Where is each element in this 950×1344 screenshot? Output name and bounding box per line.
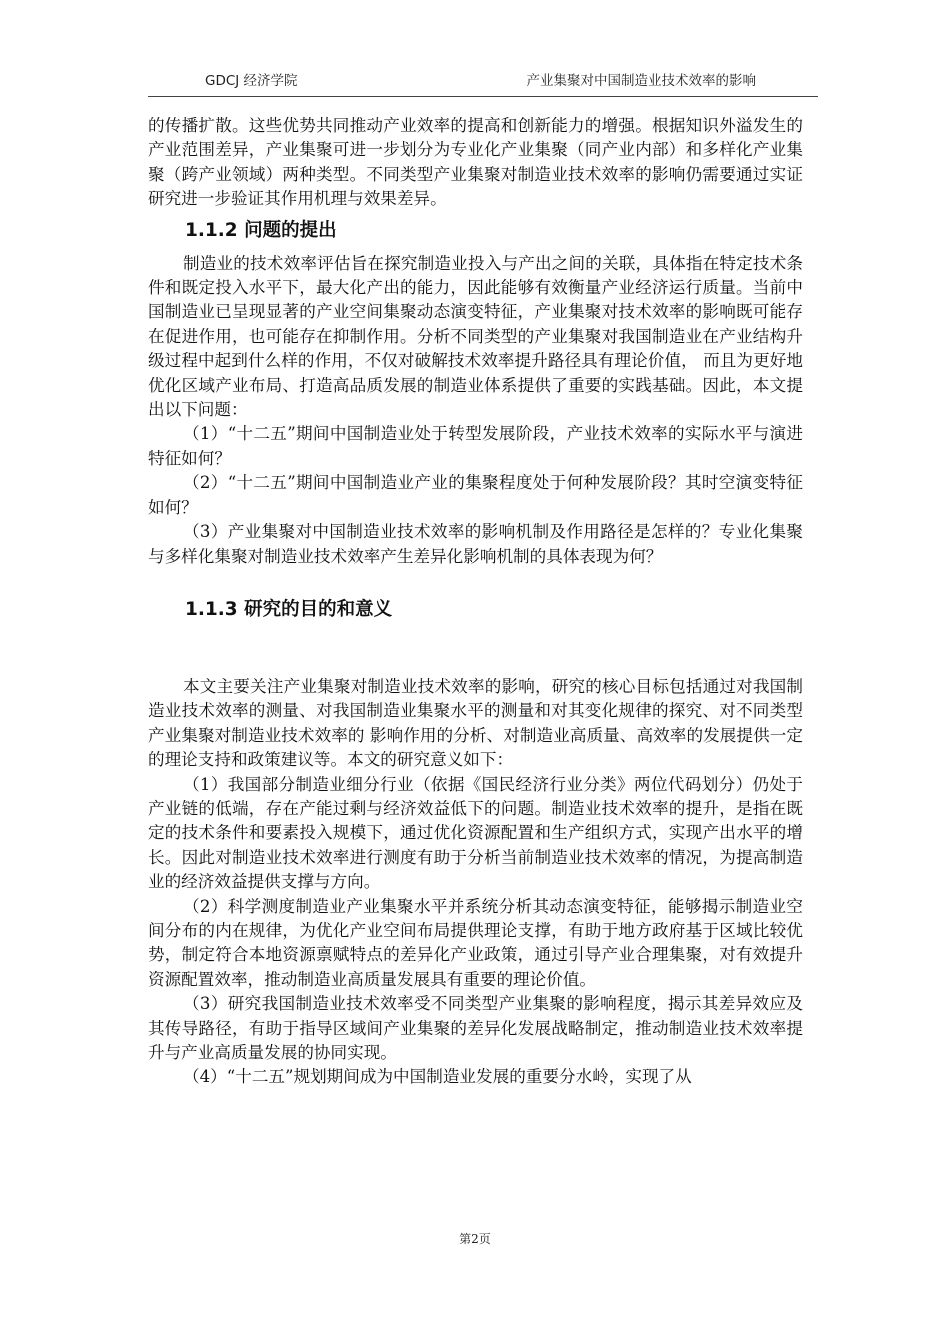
section-heading-1-1-2: 1.1.2 问题的提出 (185, 219, 337, 241)
header-school: GDCJ 经济学院 (205, 73, 298, 89)
significance-4: （4）“十二五”规划期间成为中国制造业发展的重要分水岭，实现了从 (183, 1067, 692, 1087)
significance-1: （1）我国部分制造业细分行业（依据《国民经济行业分类》两位代码划分）仍处于产业链的低端，存在产能过剩与经济效益低下的问题。制造业技术效率的提升，是指在既定的技术条件和要素投入规模下，通过优化资源配置和生产组织方式，实现产出水平的增长。因此对制造业技术效率进行测度有助于分析当前制造业技术效率的情况，为提高制造业的经济效益提供支撑与方向。 (148, 774, 803, 892)
header-paper-title: 产业集聚对中国制造业技术效率的影响 (526, 73, 756, 89)
significance-3: （3）研究我国制造业技术效率受不同类型产业集聚的影响程度，揭示其差异效应及其传导路径，有助于指导区域间产业集聚的差异化发展战略制定，推动制造业技术效率提升与产业高质量发展的协同实现。 (148, 994, 803, 1062)
question-3: （3）产业集聚对中国制造业技术效率的影响机制及作用路径是怎样的？专业化集聚与多样化集聚对制造业技术效率产生差异化影响机制的具体表现为何？ (148, 522, 803, 566)
paragraph-problem-statement: 制造业的技术效率评估旨在探究制造业投入与产出之间的关联，具体指在特定技术条件和既定投入水平下，最大化产出的能力，因此能够有效衡量产业经济运行质量。当前中国制造业已呈现显著的产业空间集聚动态演变特征，产业集聚对技术效率的影响既可能存在促进作用，也可能存在抑制作用。分析不同类型的产业集聚对我国制造业在产业结构升级过程中起到什么样的作用，不仅对破解技术效率提升路径具有理论价值， 而且为更好地优化区域产业布局、打造高品质发展的制造业体系提供了重要的实践基础。因此，本文提出以下问题： (148, 253, 803, 420)
question-2: （2）“十二五”期间中国制造业产业的集聚程度处于何种发展阶段？其时空演变特征如何？ (148, 473, 803, 517)
section-heading-1-1-3: 1.1.3 研究的目的和意义 (185, 598, 393, 620)
paragraph-purpose: 本文主要关注产业集聚对制造业技术效率的影响，研究的核心目标包括通过对我国制造业技术效率的测量、对我国制造业集聚水平的测量和对其变化规律的探究、对不同类型产业集聚对制造业技术效率的 影响作用的分析、对制造业高质量、高效率的发展提供一定的理论支持和政策建议等。本文的研究意义如下： (148, 676, 803, 770)
page-number: 第2页 (459, 1232, 491, 1246)
question-1: （1）“十二五”期间中国制造业处于转型发展阶段，产业技术效率的实际水平与演进特征如何？ (148, 424, 803, 468)
page-header (148, 60, 818, 97)
main-content (148, 114, 803, 1090)
paragraph-intro-continued: 的传播扩散。这些优势共同推动产业效率的提高和创新能力的增强。根据知识外溢发生的产业范围差异，产业集聚可进一步划分为专业化产业集聚（同产业内部）和多样化产业集聚（跨产业领域）两种类型。不同类型产业集聚对制造业技术效率的影响仍需要通过实证研究进一步验证其作用机理与效果差异。 (148, 116, 803, 209)
significance-2: （2）科学测度制造业产业集聚水平并系统分析其动态演变特征，能够揭示制造业空间分布的内在规律，为优化产业空间布局提供理论支撑，有助于地方政府基于区域比较优势，制定符合本地资源禀赋特点的差异化产业政策，通过引导产业合理集聚，对有效提升资源配置效率，推动制造业高质量发展具有重要的理论价值。 (148, 896, 803, 989)
